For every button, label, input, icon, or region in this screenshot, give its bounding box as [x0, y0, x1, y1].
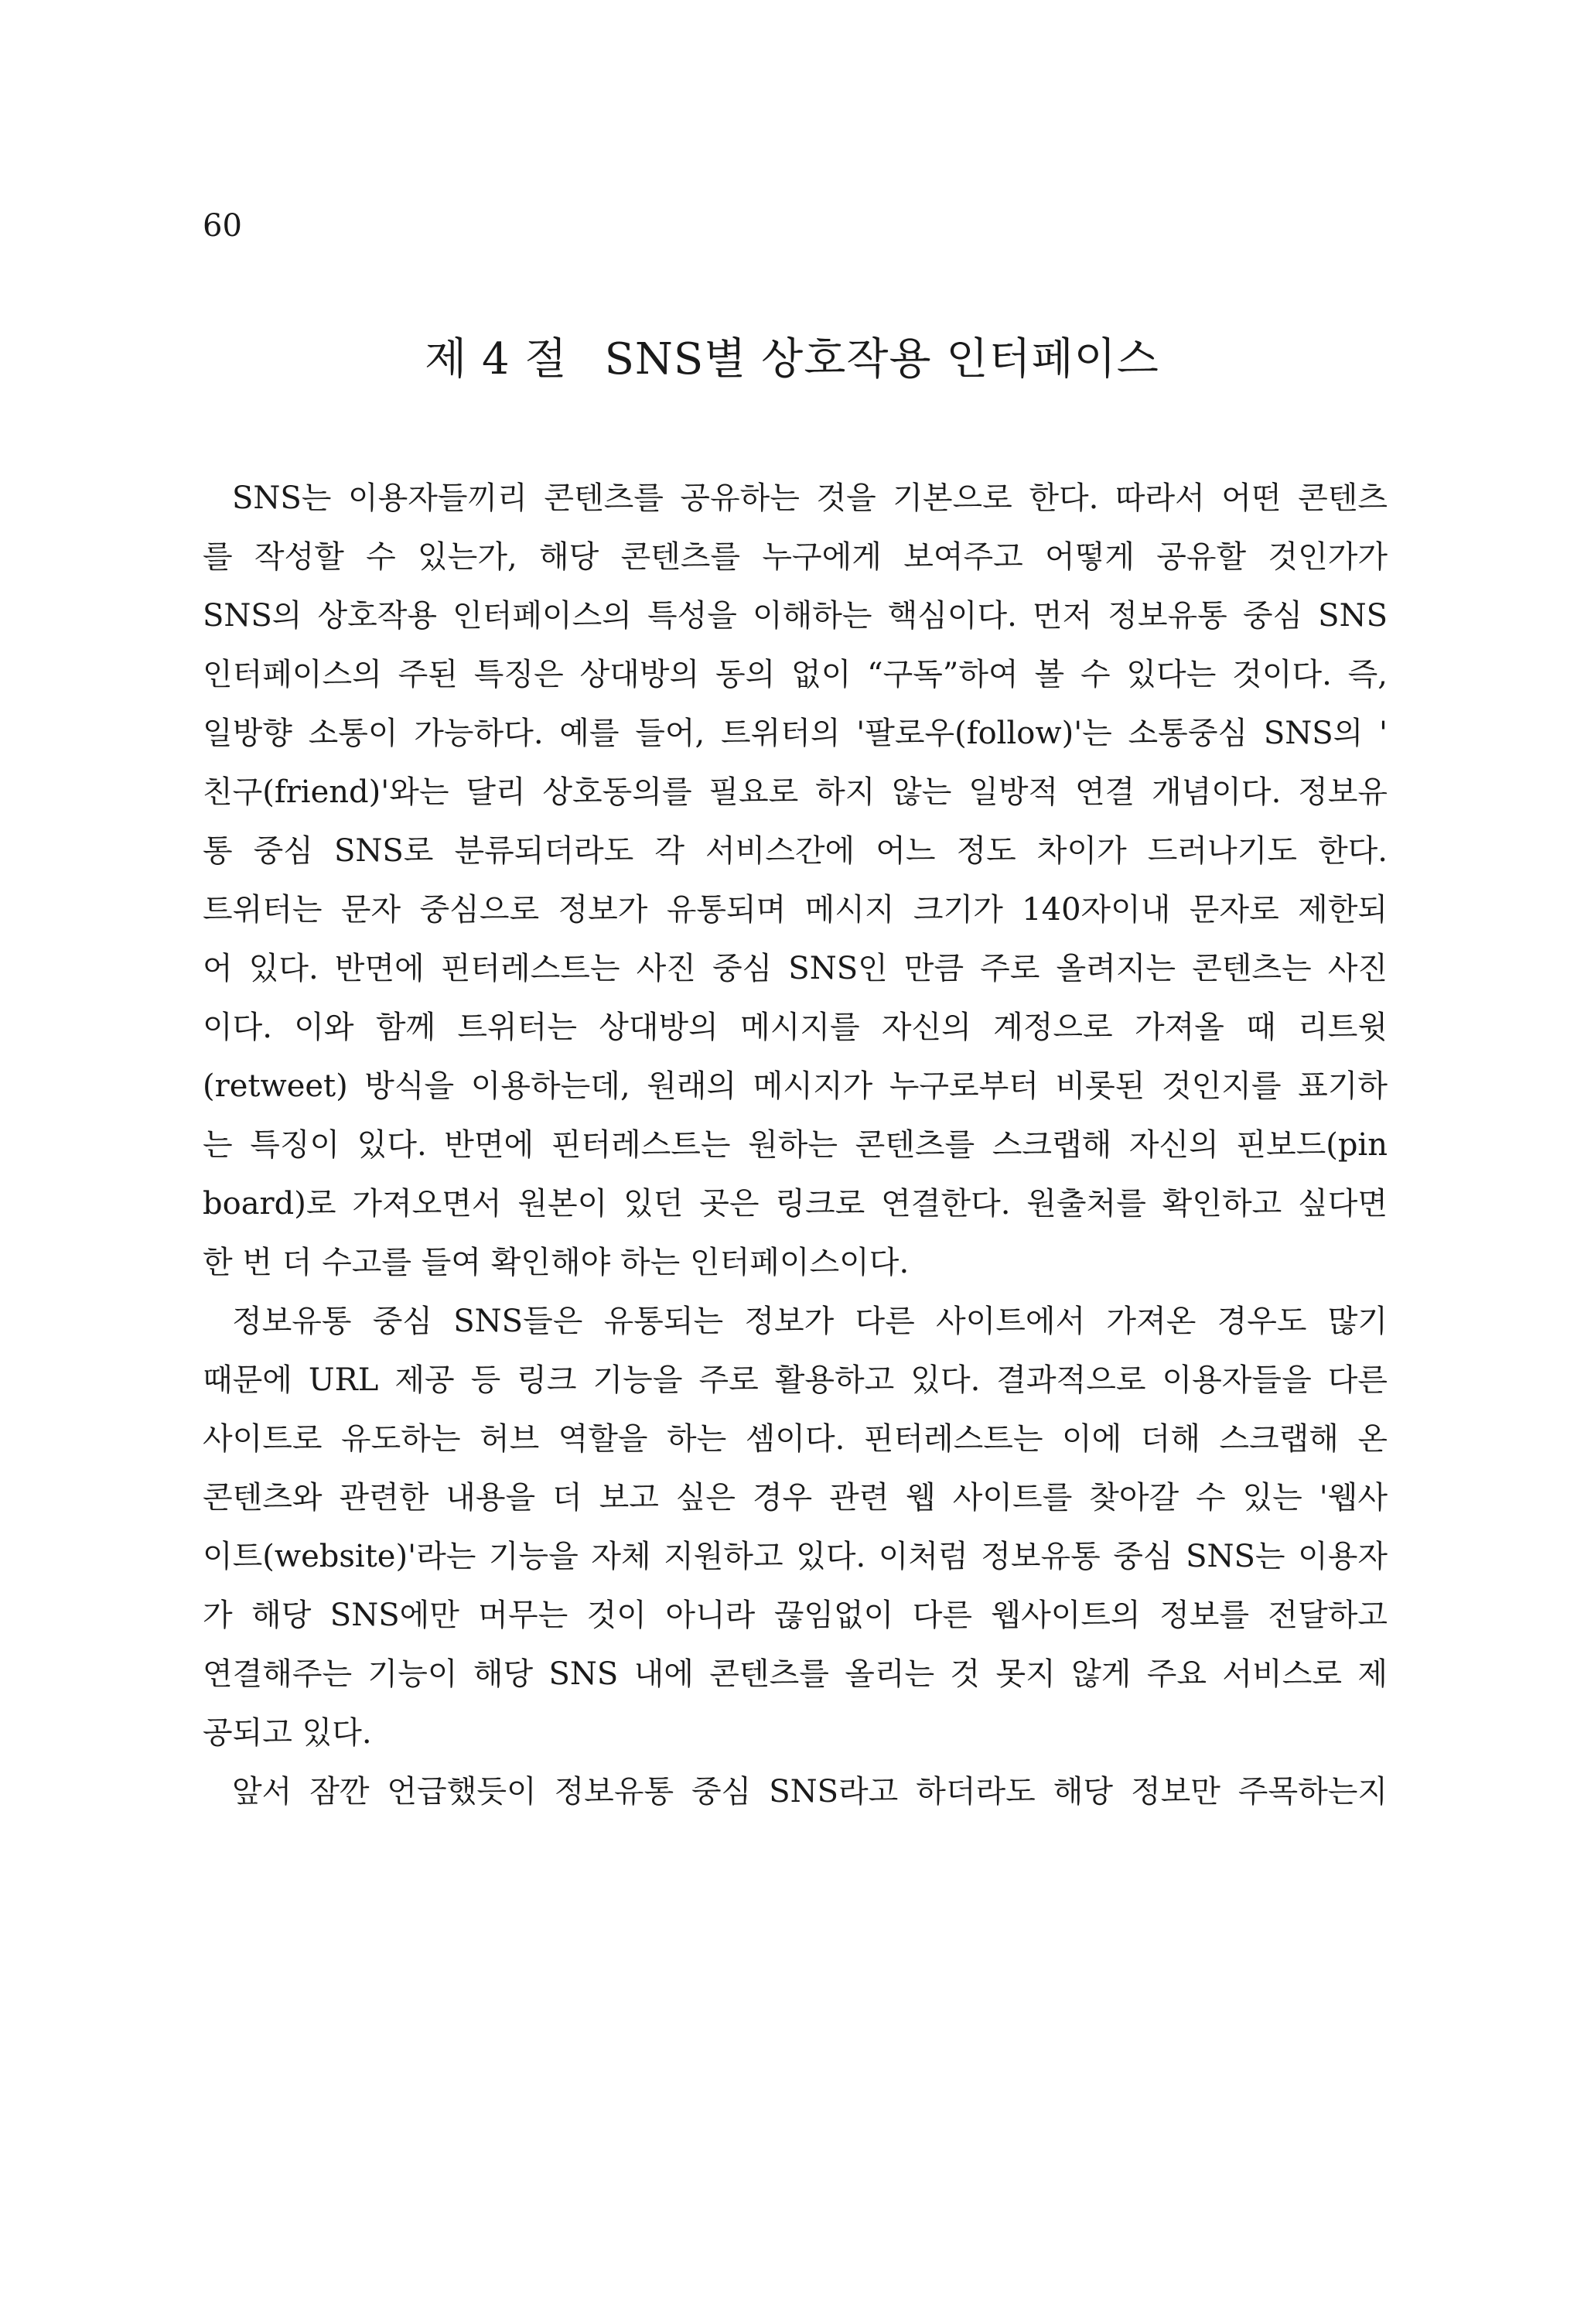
text-line: 가 해당 SNS에만 머무는 것이 아니라 끊임없이 다른 웹사이트의 정보를 전달하고 — [203, 1598, 1388, 1633]
text-line: 친구(friend)'와는 달리 상호동의를 필요로 하지 않는 일방적 연결 개념이다. 정보유 — [203, 774, 1388, 810]
text-line: 콘텐츠와 관련한 내용을 더 보고 싶은 경우 관련 웹 사이트를 찾아갈 수 있는 '웹사 — [203, 1480, 1388, 1516]
text-line: 는 특징이 있다. 반면에 핀터레스트는 원하는 콘텐츠를 스크랩해 자신의 핀보드(pin — [203, 1127, 1388, 1163]
text-line: SNS의 상호작용 인터페이스의 특성을 이해하는 핵심이다. 먼저 정보유통 중심 SNS — [203, 598, 1388, 634]
text-line: SNS는 이용자들끼리 콘텐츠를 공유하는 것을 기본으로 한다. 따라서 어떤 콘텐츠 — [232, 480, 1388, 516]
page-number: 60 — [203, 208, 242, 244]
text-line: 어 있다. 반면에 핀터레스트는 사진 중심 SNS인 만큼 주로 올려지는 콘텐츠는 사진 — [203, 951, 1388, 986]
text-line: 연결해주는 기능이 해당 SNS 내에 콘텐츠를 올리는 것 못지 않게 주요 서비스로 제 — [203, 1656, 1388, 1692]
text-line: 통 중심 SNS로 분류되더라도 각 서비스간에 어느 정도 차이가 드러나기도 한다. — [203, 833, 1388, 869]
paragraph — [203, 1292, 1388, 1762]
text-line: 트위터는 문자 중심으로 정보가 유통되며 메시지 크기가 140자이내 문자로 제한되 — [203, 892, 1388, 928]
text-line: 사이트로 유도하는 허브 역할을 하는 셈이다. 핀터레스트는 이에 더해 스크랩해 온 — [203, 1421, 1388, 1457]
text-line: 공되고 있다. — [203, 1715, 372, 1751]
text-line: 때문에 URL 제공 등 링크 기능을 주로 활용하고 있다. 결과적으로 이용자들을 다른 — [203, 1362, 1388, 1398]
body-text — [203, 469, 1388, 1821]
section-number: 제 4 절 — [425, 334, 568, 384]
text-line: 정보유통 중심 SNS들은 유통되는 정보가 다른 사이트에서 가져온 경우도 많기 — [232, 1304, 1388, 1339]
text-line: (retweet) 방식을 이용하는데, 원래의 메시지가 누구로부터 비롯된 것인지를 표기하 — [203, 1068, 1388, 1104]
section-title — [0, 329, 1584, 391]
text-line: board)로 가져오면서 원본이 있던 곳은 링크로 연결한다. 원출처를 확인하고 싶다면 — [203, 1186, 1388, 1222]
section-title-text: SNS별 상호작용 인터페이스 — [604, 334, 1159, 384]
text-line: 이트(website)'라는 기능을 자체 지원하고 있다. 이처럼 정보유통 중심 SNS는 이용자 — [203, 1539, 1388, 1574]
text-line: 한 번 더 수고를 들여 확인해야 하는 인터페이스이다. — [203, 1245, 910, 1280]
text-line: 인터페이스의 주된 특징은 상대방의 동의 없이 “구독”하여 볼 수 있다는 것이다. 즉, — [203, 657, 1388, 692]
text-line: 를 작성할 수 있는가, 해당 콘텐츠를 누구에게 보여주고 어떻게 공유할 것인가가 — [203, 539, 1388, 575]
text-line: 앞서 잠깐 언급했듯이 정보유통 중심 SNS라고 하더라도 해당 정보만 주목하는지 — [232, 1774, 1388, 1810]
text-line: 이다. 이와 함께 트위터는 상대방의 메시지를 자신의 계정으로 가져올 때 리트윗 — [203, 1010, 1388, 1045]
text-line: 일방향 소통이 가능하다. 예를 들어, 트위터의 '팔로우(follow)'는 소통중심 SNS의 ' — [203, 716, 1388, 751]
paragraph — [203, 469, 1388, 1292]
paragraph — [203, 1762, 1388, 1821]
